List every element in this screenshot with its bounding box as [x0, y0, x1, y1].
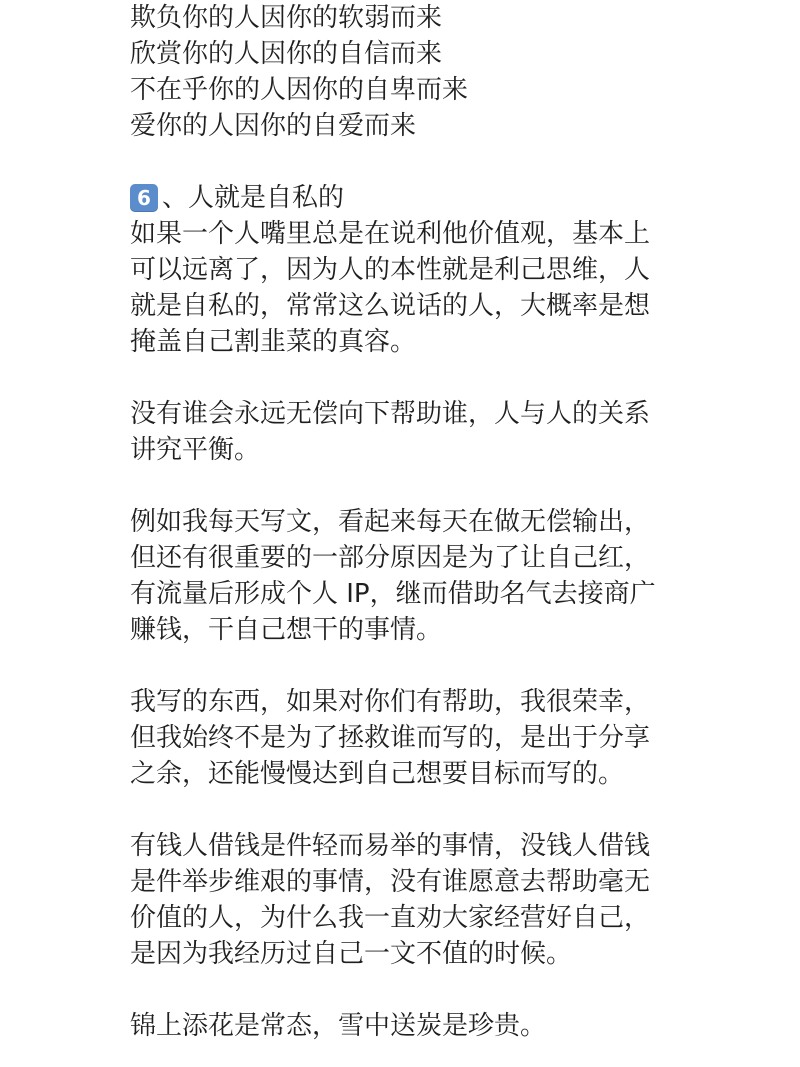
paragraph-line: 如果一个人嘴里总是在说利他价值观，基本上 — [130, 219, 651, 249]
paragraph-line: 是件举步维艰的事情，没有谁愿意去帮助毫无 — [130, 867, 651, 897]
paragraph-line: 但我始终不是为了拯救谁而写的，是出于分享 — [130, 723, 651, 753]
paragraph-line: 没有谁会永远无偿向下帮助谁，人与人的关系 — [130, 399, 651, 429]
paragraph-line: 我写的东西，如果对你们有帮助，我很荣幸， — [130, 687, 651, 717]
paragraph-line: 掩盖自己割韭菜的真容。 — [130, 327, 417, 357]
paragraph-gap — [130, 792, 770, 828]
paragraph — [130, 396, 770, 468]
section-title: 、人就是自私的 — [162, 183, 345, 213]
keycap-number-icon: 6 — [130, 184, 158, 212]
paragraph-gap — [130, 468, 770, 504]
intro-line: 欺负你的人因你的软弱而来 — [130, 3, 443, 33]
intro-block — [130, 0, 770, 144]
paragraph-line: 之余，还能慢慢达到自己想要目标而写的。 — [130, 759, 625, 789]
paragraph-line: 就是自私的，常常这么说话的人，大概率是想 — [130, 291, 651, 321]
article-body — [130, 0, 770, 1044]
paragraph-line: 例如我每天写文，看起来每天在做无偿输出， — [130, 507, 651, 537]
paragraph — [130, 828, 770, 972]
paragraph-line: 可以远离了，因为人的本性就是利己思维，人 — [130, 255, 651, 285]
paragraph-line: 有钱人借钱是件轻而易举的事情，没钱人借钱 — [130, 831, 651, 861]
paragraph-gap — [130, 360, 770, 396]
paragraph — [130, 216, 770, 360]
intro-line: 不在乎你的人因你的自卑而来 — [130, 75, 469, 105]
intro-line: 爱你的人因你的自爱而来 — [130, 111, 417, 141]
paragraph-gap — [130, 648, 770, 684]
paragraph-line: 但还有很重要的一部分原因是为了让自己红， — [130, 543, 651, 573]
paragraph-line: 赚钱，干自己想干的事情。 — [130, 615, 443, 645]
paragraph-line: 讲究平衡。 — [130, 435, 261, 465]
paragraph-line: 是因为我经历过自己一文不值的时候。 — [130, 939, 573, 969]
paragraph-line: 锦上添花是常态，雪中送炭是珍贵。 — [130, 1011, 547, 1041]
section-heading — [130, 180, 770, 216]
paragraph — [130, 504, 770, 648]
paragraph — [130, 1008, 770, 1044]
paragraph-line: 有流量后形成个人 IP，继而借助名气去接商广 — [130, 579, 656, 609]
paragraph — [130, 684, 770, 792]
intro-line: 欣赏你的人因你的自信而来 — [130, 39, 443, 69]
paragraph-gap — [130, 972, 770, 1008]
paragraph-line: 价值的人，为什么我一直劝大家经营好自己， — [130, 903, 651, 933]
paragraph-gap — [130, 144, 770, 180]
